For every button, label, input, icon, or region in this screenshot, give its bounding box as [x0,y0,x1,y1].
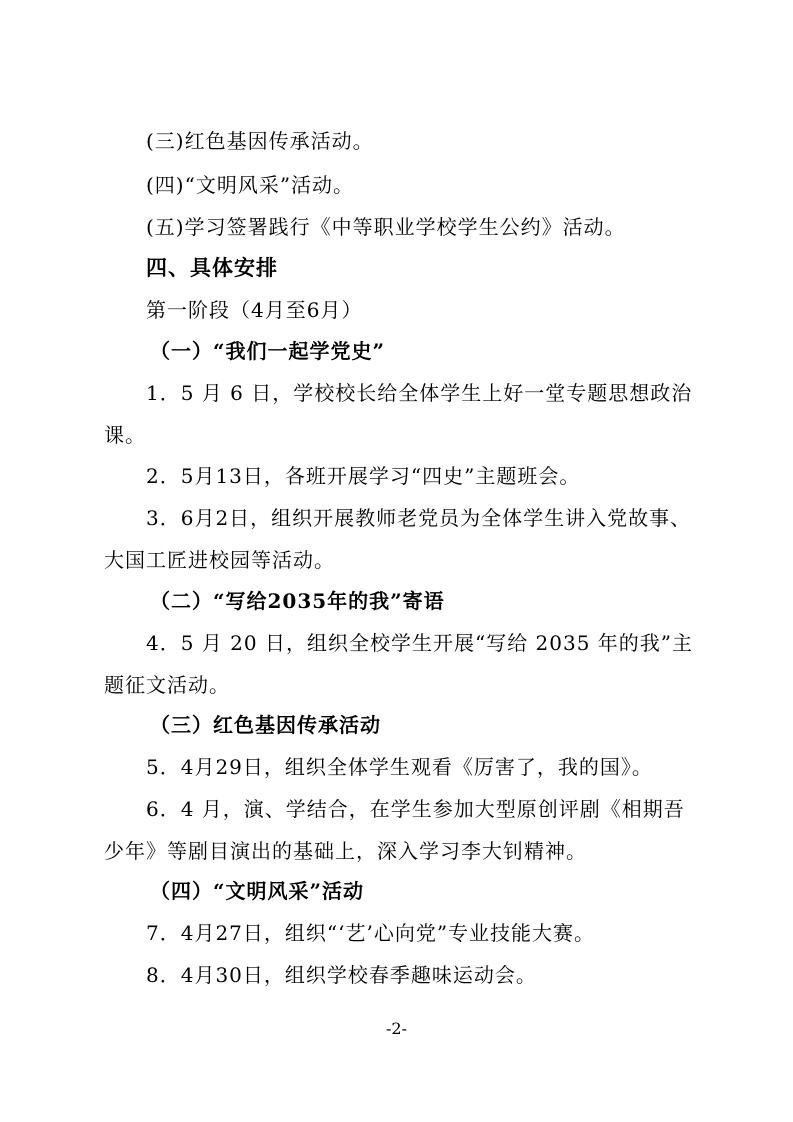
paragraph-line: 3．6月2日，组织开展教师老党员为全体学生讲入党故事、 [146,506,692,530]
paragraph-line: 2．5月13日，各班开展学习“四史”主题班会。 [146,464,581,488]
paragraph-line: 题征文活动。 [104,673,230,697]
paragraph-line: 8．4月30日，组织学校春季趣味运动会。 [146,963,537,987]
list-item: (五)学习签署践行《中等职业学校学生公约》活动。 [146,215,626,239]
subheading: （三）红色基因传承活动 [150,713,381,737]
paragraph-line: 1．5 月 6 日，学校校长给全体学生上好一堂专题思想政治 [146,381,693,405]
paragraph-line: 5．4月29日，组织全体学生观看《厉害了，我的国》。 [146,755,653,779]
list-item: (四)“文明风采”活动。 [146,173,355,197]
paragraph-line: 7．4月27日，组织“‘艺’心向党”专业技能大赛。 [146,921,596,945]
paragraph-line: 课。 [104,423,146,447]
paragraph-line: 少年》等剧目演出的基础上，深入学习李大钊精神。 [104,839,587,863]
subheading: （一）“我们一起学党史” [150,339,386,363]
subheading: （二）“写给2035年的我”寄语 [150,589,445,613]
page-number: -2- [386,1019,407,1038]
paragraph-line: 大国工匠进校园等活动。 [104,548,335,572]
subheading: （四）“文明风采”活动 [150,879,365,903]
paragraph-line: 6．4 月，演、学结合，在学生参加大型原创评剧《相期吾 [146,797,685,821]
paragraph-line: 4．5 月 20 日，组织全校学生开展“写给 2035 年的我”主 [146,631,694,655]
stage-title: 第一阶段（4月至6月） [146,298,363,322]
section-heading: 四、具体安排 [146,256,278,280]
list-item: (三)红色基因传承活动。 [146,129,374,153]
